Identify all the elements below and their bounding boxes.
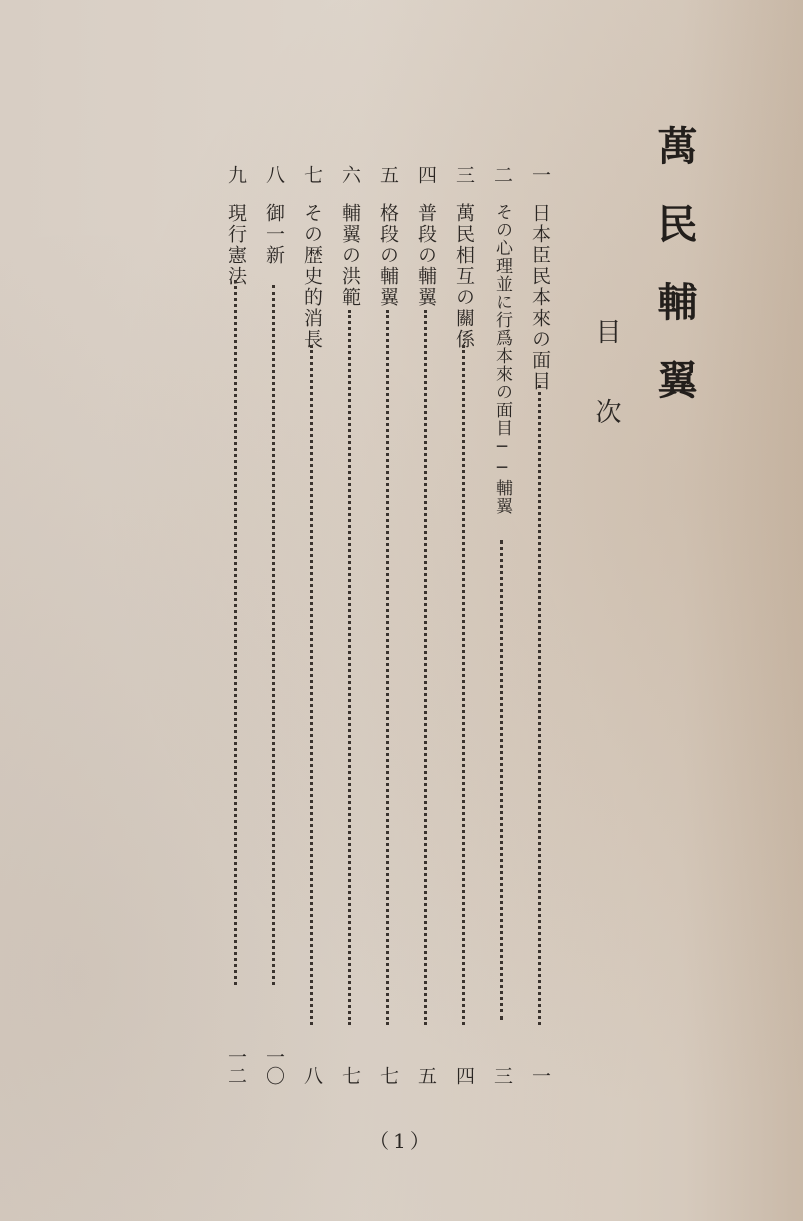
toc-entry-page: 三	[491, 1066, 513, 1085]
toc-entry-number: 四	[415, 165, 437, 184]
toc-entry-title: その心理並に行爲本來の面目──輔翼	[492, 203, 512, 515]
toc-entry[interactable]	[259, 165, 289, 1085]
toc-leader-dots	[310, 345, 313, 1025]
toc-entry-number: 六	[339, 165, 361, 184]
toc-entry[interactable]	[487, 165, 517, 1085]
toc-entry-title: 現行憲法	[225, 203, 247, 287]
toc-entry-number: 九	[225, 165, 247, 184]
toc-entry-title: 日本臣民本來の面目	[529, 203, 551, 392]
toc-entry-page: 一	[529, 1066, 551, 1085]
toc-entry[interactable]	[525, 165, 555, 1085]
toc-leader-dots	[462, 345, 465, 1025]
toc-entry-page: 五	[415, 1066, 437, 1085]
toc-entry-number: 三	[453, 165, 475, 184]
toc-leader-dots	[234, 280, 237, 985]
toc-entry[interactable]	[335, 165, 365, 1085]
toc-leader-dots	[386, 310, 389, 1025]
toc-leader-dots	[538, 385, 541, 1025]
toc-entry-title: 萬民相互の關係	[453, 203, 475, 350]
toc-entry-page: 一二	[225, 1047, 247, 1085]
toc-entry-title: 普段の輔翼	[415, 203, 437, 308]
page-number: （1）	[369, 1129, 434, 1153]
toc-entry-page: 七	[339, 1066, 361, 1085]
toc-entry-page: 一〇	[263, 1047, 285, 1085]
toc-entry-title: 御一新	[263, 203, 285, 266]
toc-entry-number: 一	[529, 165, 551, 184]
toc-entry-page: 八	[301, 1066, 323, 1085]
book-title: 萬民輔翼	[651, 125, 698, 437]
toc-entry-title: その歴史的消長	[301, 203, 323, 350]
toc-entry[interactable]	[373, 165, 403, 1085]
toc-leader-dots	[500, 540, 503, 1020]
toc-entry-number: 五	[377, 165, 399, 184]
toc-leader-dots	[424, 310, 427, 1025]
toc-entry-title: 格段の輔翼	[377, 203, 399, 308]
toc-leader-dots	[272, 285, 275, 985]
toc-entry[interactable]	[411, 165, 441, 1085]
toc-entry[interactable]	[449, 165, 479, 1085]
toc-entry-title: 輔翼の洪範	[339, 203, 361, 308]
toc-leader-dots	[348, 310, 351, 1025]
toc-entry-page: 七	[377, 1066, 399, 1085]
toc-entry-number: 八	[263, 165, 285, 184]
toc-entry-number: 二	[491, 165, 513, 184]
toc-heading: 目次	[591, 318, 621, 478]
toc-entry-page: 四	[453, 1066, 475, 1085]
toc-entry[interactable]	[297, 165, 327, 1085]
toc-entry-number: 七	[301, 165, 323, 184]
toc-entry[interactable]	[221, 165, 251, 1085]
